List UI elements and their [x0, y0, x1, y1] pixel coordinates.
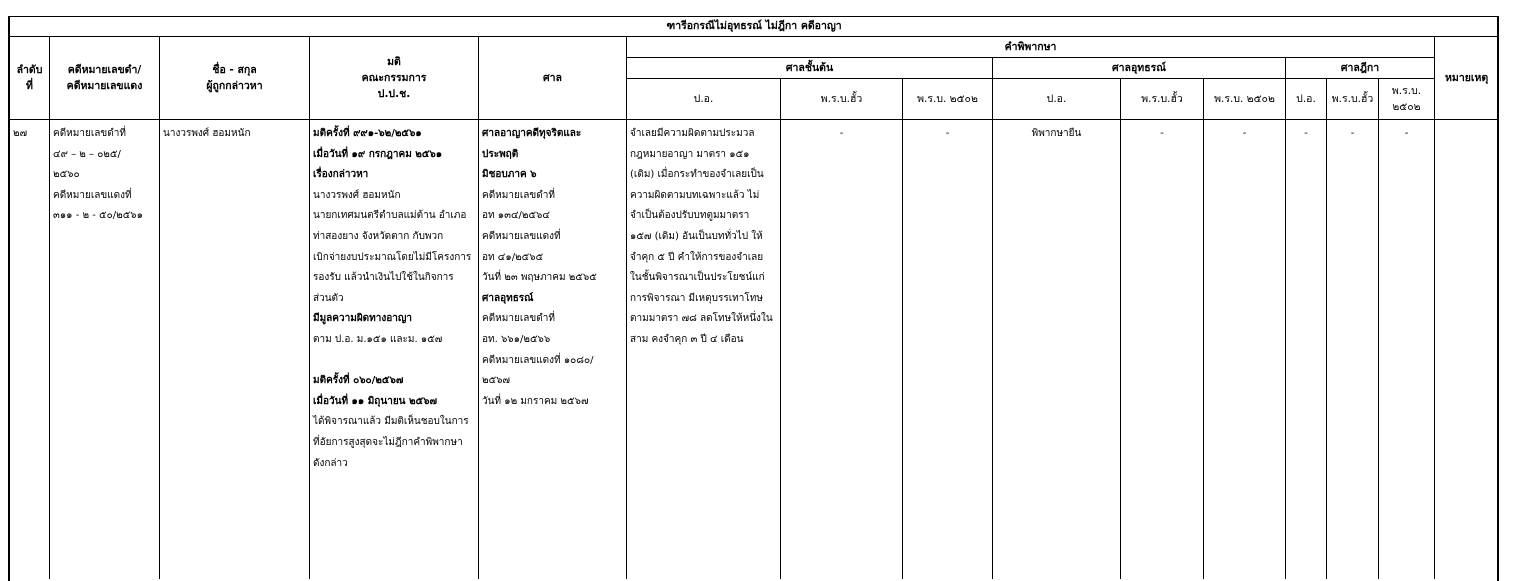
resolution-line: รองรับ แล้วนำเงินไปใช้ในกิจการ — [313, 272, 454, 284]
court-line: คดีหมายเลขแดงที่ — [482, 230, 561, 242]
court-line: คดีหมายเลขดำที่ — [482, 313, 555, 325]
court-line: คดีหมายเลขแดงที่ ๑๐๘๐/ — [482, 354, 594, 366]
court-line: อท ๑๓๔/๒๕๖๔ — [482, 210, 550, 222]
resolution-line: ส่วนตัว — [313, 292, 344, 304]
header-judgment: คำพิพากษา — [627, 37, 1435, 58]
header-supreme-po: ป.อ. — [1286, 79, 1327, 120]
resolution-line: เรื่องกล่าวหา — [313, 169, 369, 181]
resolution-line: ได้พิจารณาแล้ว มีมติเห็นชอบในการ — [313, 416, 469, 428]
cell-first-po: จำเลยมีความผิดตามประมวล กฎหมายอาญา มาตรา ๑๕๑ (เดิม) เมื่อกระทำของจำเลยเป็น ความผิดตามบทเฉพาะแล้ว ไม่ จำเป็นต้องปรับบทตูมมาตรา ๑๕๗ (เดิม) อันเป็นบททั่วไป ให้ จำคุก ๕ ปี คำให้การของจำเลย ในชั้นพิจารณาเป็นประโยชน์แก่ การพิจารณา มีเหตุบรรเทาโทษ ตามมาตรา ๗๘ ลดโทษให้หนึ่งใน สาม คงจำคุก ๓ ปี ๔ เดือน — [627, 124, 781, 579]
header-supreme-pro-2502: พ.ร.บ. ๒๕๐๒ — [1379, 79, 1435, 120]
cell-resolution — [310, 124, 479, 579]
header-accused-name: ชื่อ - สกุล ผู้ถูกกล่าวหา — [160, 37, 310, 120]
resolution-line: มีมูลความผิดทางอาญา — [313, 313, 413, 325]
header-first-pro-ua: พ.ร.บ.ฮั้ว — [781, 79, 903, 120]
court-line: วันที่ ๑๒ มกราคม ๒๕๖๗ — [482, 395, 589, 407]
court-line: ๒๕๖๗ — [482, 375, 511, 387]
court-line: มิชอบภาค ๖ — [482, 169, 537, 181]
court-line: ศาลอุทธรณ์ — [482, 292, 534, 304]
court-line: ประพฤติ — [482, 148, 519, 160]
resolution-line: มติครั้งที่ ๐๖๐/๒๕๖๗ — [313, 375, 404, 387]
header-appeal-po: ป.อ. — [993, 79, 1121, 120]
cell-court — [479, 124, 627, 579]
cell-supreme-pro-2502: - — [1379, 124, 1435, 579]
cell-first-pro-ua: - — [781, 124, 903, 579]
header-first-pro-2502: พ.ร.บ. ๒๕๐๒ — [903, 79, 993, 120]
header-first-po: ป.อ. — [627, 79, 781, 120]
cell-case-number: คดีหมายเลขดำที่ ๔๙ – ๒ – ๐๒๕/ ๒๕๖๐ คดีหมายเลขแดงที่ ๓๑๑ - ๒ - ๕๐/๒๕๖๑ — [50, 124, 160, 579]
resolution-line: เมื่อวันที่ ๑๙ กรกฎาคม ๒๕๖๑ — [313, 148, 443, 160]
header-supreme-pro-ua: พ.ร.บ.ฮั้ว — [1327, 79, 1379, 120]
court-line: วันที่ ๒๓ พฤษภาคม ๒๕๖๕ — [482, 272, 597, 284]
resolution-line: มติครั้งที่ ๙๙๑-๖๒/๒๕๖๑ — [313, 128, 422, 139]
header-court: ศาล — [479, 37, 627, 120]
resolution-line: นางวรพงศ์ ฮอมหนัก — [313, 189, 401, 201]
resolution-line: ท่าสองยาง จังหวัดตาก กับพวก — [313, 230, 444, 242]
court-line: อท. ๖๖๑/๒๕๖๖ — [482, 333, 551, 345]
resolution-line: นายกเทศมนตรีตำบลแม่ต้าน อำเภอ — [313, 210, 467, 222]
resolution-line: ที่อัยการสูงสุดจะไม่ฎีกาคำพิพากษา — [313, 436, 463, 448]
cell-remarks — [1435, 124, 1499, 579]
resolution-line: เมื่อวันที่ ๑๑ มิถุนายน ๒๕๖๗ — [313, 395, 438, 407]
cell-supreme-po: - — [1286, 124, 1327, 579]
header-first-instance-court: ศาลชั้นต้น — [627, 58, 993, 79]
cell-appeal-pro-ua: - — [1121, 124, 1204, 579]
cell-accused-name: นางวรพงศ์ ฮอมหนัก — [160, 124, 310, 579]
header-remarks: หมายเหตุ — [1435, 37, 1499, 120]
cell-seq: ๒๗ — [10, 124, 50, 579]
cell-first-pro-2502: - — [903, 124, 993, 579]
court-line: ศาลอาญาคดีทุจริตและ — [482, 128, 582, 139]
header-case-number: คดีหมายเลขดำ/ คดีหมายเลขแดง — [50, 37, 160, 120]
court-line: คดีหมายเลขดำที่ — [482, 189, 555, 201]
header-seq: ลำดับ ที่ — [10, 37, 50, 120]
table-title: ฑารีอกรณีไม่อุทธรณ์ ไม่ฎีกา คดีอาญา — [10, 17, 1499, 37]
table-row — [10, 124, 1499, 579]
header-appeal-pro-ua: พ.ร.บ.ฮั้ว — [1121, 79, 1204, 120]
case-table — [9, 16, 1499, 579]
header-resolution: มติ คณะกรรมการ ป.ป.ช. — [310, 37, 479, 120]
header-appeal-court: ศาลอุทธรณ์ — [993, 58, 1286, 79]
document-sheet — [9, 16, 1499, 579]
header-appeal-pro-2502: พ.ร.บ. ๒๕๐๒ — [1204, 79, 1286, 120]
header-supreme-court: ศาลฎีกา — [1286, 58, 1435, 79]
resolution-line: ดังกล่าว — [313, 457, 348, 469]
cell-supreme-pro-ua: - — [1327, 124, 1379, 579]
cell-appeal-po: พิพากษายืน — [993, 124, 1121, 579]
court-line: อท ๔๑/๒๕๖๕ — [482, 251, 544, 263]
resolution-line: ตาม ป.อ. ม.๑๕๑ และม. ๑๕๗ — [313, 333, 443, 345]
cell-appeal-pro-2502: - — [1204, 124, 1286, 579]
resolution-line — [313, 351, 475, 372]
resolution-line: เบิกจ่ายงบประมาณโดยไม่มีโครงการ — [313, 251, 472, 263]
